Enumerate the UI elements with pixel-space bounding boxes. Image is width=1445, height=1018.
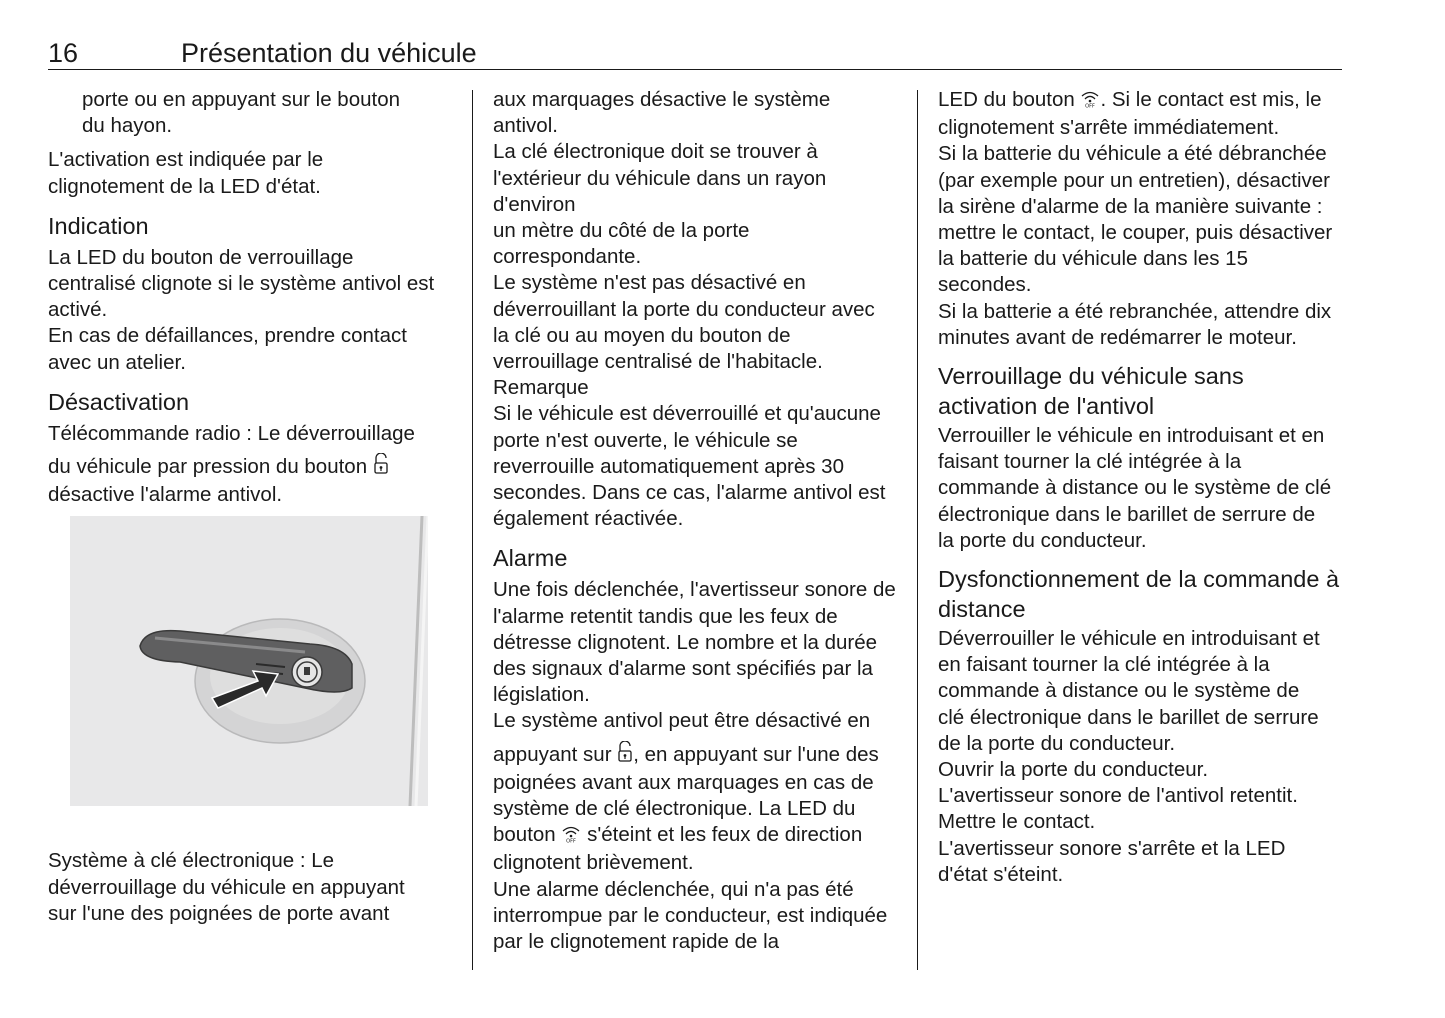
paragraph: Déverrouiller le véhicule en introduisant et en faisant tourner la clé intégrée à la commande à distance ou le système de clé électronique dans le barillet de serrure de la porte du conducteur.: [938, 627, 1320, 755]
paragraph: Système à clé électronique : Le déverrouillage du véhicule en appuyant sur l'une des poignées de porte avant: [48, 849, 405, 925]
paragraph: porte ou en appuyant sur le bouton du hayon.: [82, 88, 400, 138]
paragraph: aux marquages désactive le système antivol.: [493, 88, 831, 138]
paragraph-line: désactive l'alarme antivol.: [48, 483, 283, 507]
paragraph: L'avertisseur sonore de l'antivol retentit.: [938, 784, 1298, 808]
page-number: 16: [48, 38, 79, 68]
paragraph: Si la batterie a été rebranchée, attendre dix minutes avant de redémarrer le moteur.: [938, 299, 1332, 349]
column-1: [48, 87, 448, 927]
header-rule: [48, 69, 1342, 70]
column-3: [938, 87, 1343, 888]
paragraph-line: Télécommande radio : Le déverrouillage: [48, 421, 415, 445]
paragraph: un mètre du côté de la porte correspondante.: [493, 219, 750, 269]
paragraph: Une alarme déclenchée, qui n'a pas été interrompue par le conducteur, est indiquée par le clignotement rapide de la: [493, 877, 888, 954]
heading-dysfonctionnement: Dysfonctionnement de la commande à distance: [938, 566, 1340, 623]
remark-text: Si le véhicule est déverrouillé et qu'aucune porte n'est ouverte, le véhicule se reverrouille automatiquement après 30 secondes. Dans ce cas, l'alarme antivol est également réactivée.: [493, 402, 886, 531]
column-divider-2: [917, 90, 918, 970]
door-handle-figure: [70, 516, 428, 806]
paragraph: Ouvrir la porte du conducteur.: [938, 758, 1209, 782]
column-2: [493, 87, 903, 955]
unlock-padlock-icon: [373, 453, 389, 482]
paragraph-line: du véhicule par pression du bouton: [48, 453, 448, 482]
alarm-off-icon: [1080, 89, 1100, 115]
paragraph: L'activation est indiquée par le clignotement de la LED d'état.: [48, 148, 324, 198]
running-title: Présentation du véhicule: [181, 38, 477, 68]
paragraph: appuyant sur , en appuyant sur l'une des poignées avant aux marquages en cas de système de clé électronique. La LED du bouton OFF s'éteint et les feux de direction clignotent brièvement.: [493, 742, 879, 875]
paragraph: La LED du bouton de verrouillage centralisé clignote si le système antivol est activé.: [48, 245, 435, 322]
svg-text:OFF: OFF: [1085, 103, 1096, 108]
paragraph: LED du bouton OFF . Si le contact est mis, le clignotement s'arrête immédiatement.: [938, 88, 1322, 140]
remark-label: Remarque: [493, 376, 589, 400]
heading-desactivation: Désactivation: [48, 388, 190, 415]
column-divider-1: [472, 90, 473, 970]
heading-indication: Indication: [48, 212, 149, 239]
paragraph: En cas de défaillances, prendre contact avec un atelier.: [48, 324, 407, 374]
svg-text:OFF: OFF: [566, 838, 577, 844]
paragraph: Verrouiller le véhicule en introduisant et en faisant tourner la clé intégrée à la commande à distance ou le système de clé électronique dans le barillet de serrure de la porte du conducteur.: [938, 424, 1332, 552]
paragraph: Mettre le contact.: [938, 810, 1096, 834]
unlock-padlock-icon: [617, 741, 633, 770]
paragraph: La clé électronique doit se trouver à l'extérieur du véhicule dans un rayon d'environ: [493, 140, 827, 216]
paragraph: Le système n'est pas désactivé en déverrouillant la porte du conducteur avec la clé ou au moyen du bouton de verrouillage centralisé de l'habitacle.: [493, 271, 875, 374]
alarm-off-icon: [561, 824, 581, 850]
paragraph: L'avertisseur sonore s'arrête et la LED d'état s'éteint.: [938, 836, 1286, 886]
paragraph: Une fois déclenchée, l'avertisseur sonore de l'alarme retentit tandis que les feux de détresse clignotent. Le nombre et la durée des signaux d'alarme sont spécifiés par la législation.: [493, 578, 896, 707]
heading-verrouillage: Verrouillage du véhicule sans activation de l'antivol: [938, 363, 1244, 420]
paragraph-line: Le système antivol peut être désactivé en: [493, 709, 871, 733]
heading-alarme: Alarme: [493, 545, 568, 572]
paragraph: Si la batterie du véhicule a été débranchée (par exemple pour un entretien), désactiver la sirène d'alarme de la manière suivante : mettre le contact, le couper, puis désactiver la batterie du véhicule dans les 15 secondes.: [938, 142, 1333, 297]
